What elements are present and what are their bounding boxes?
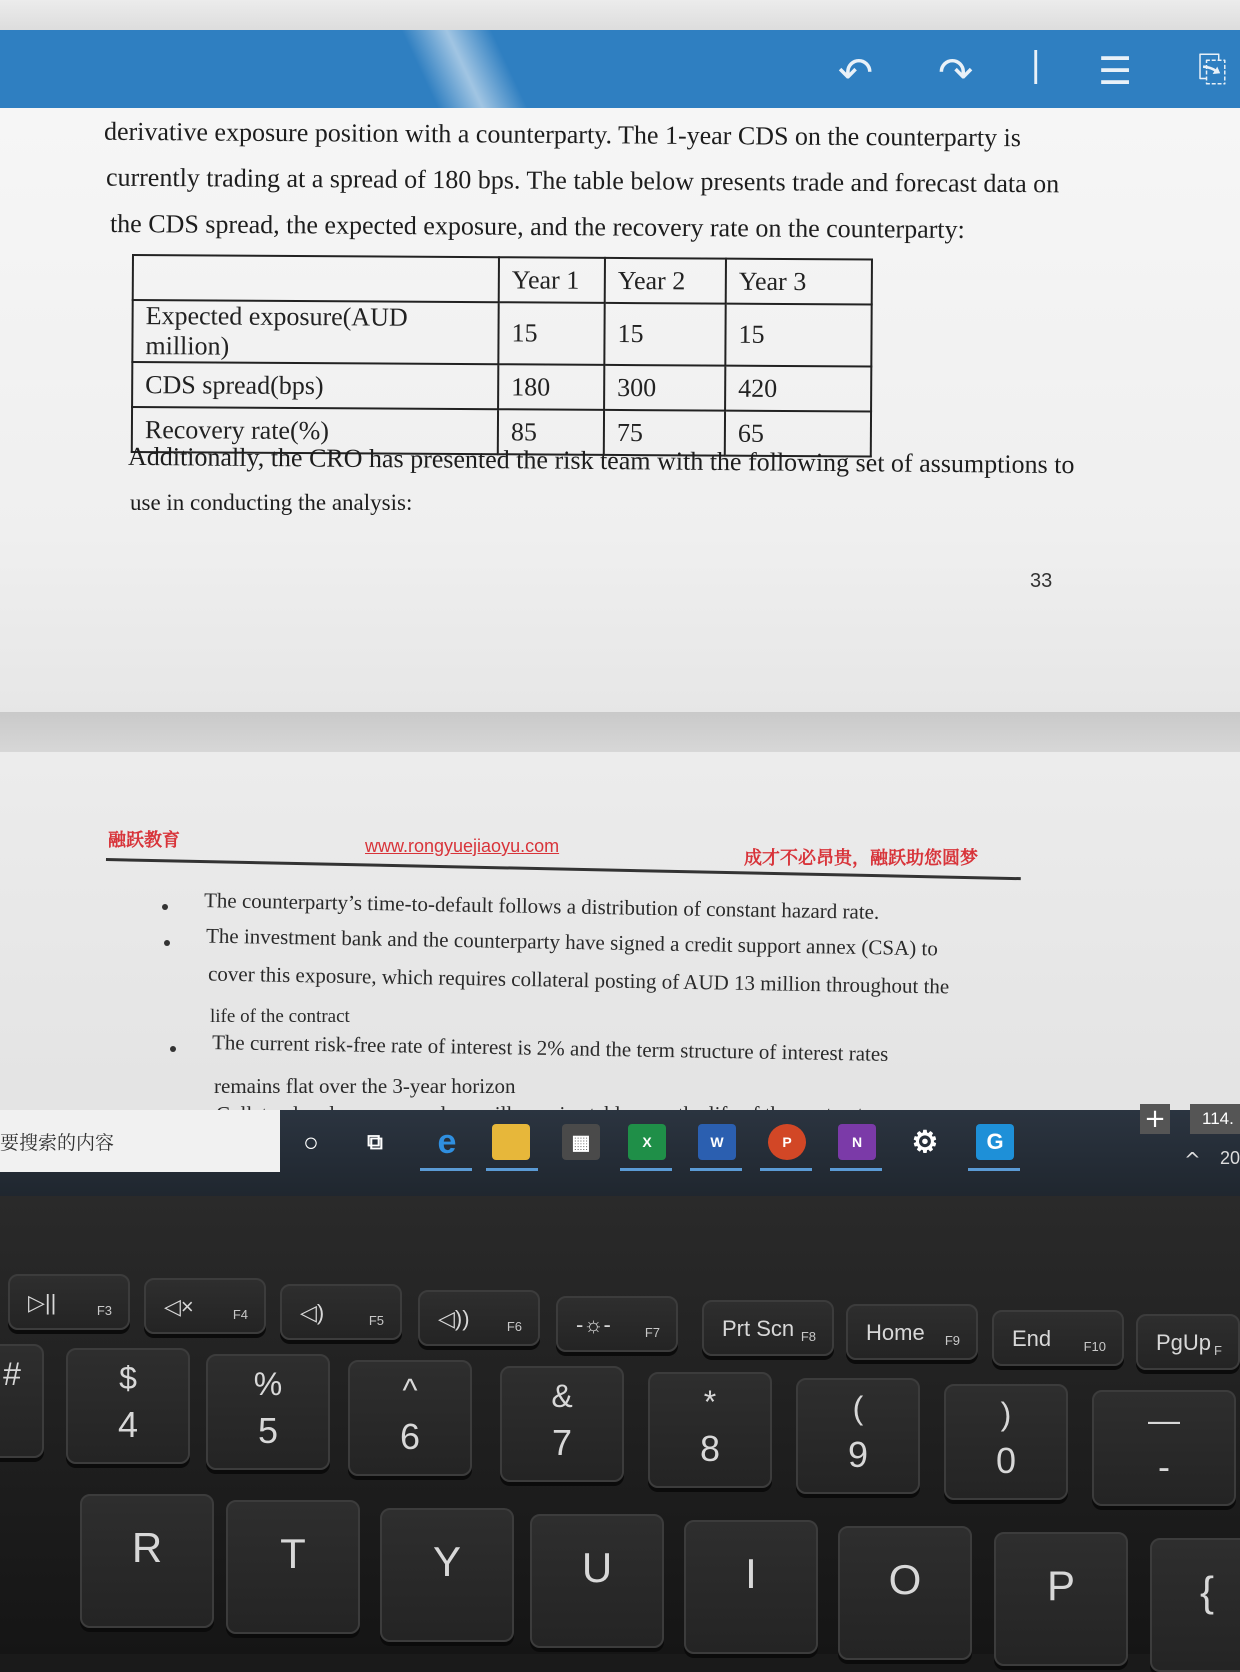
key-letter: U (581, 1544, 613, 1591)
zoom-in-button[interactable]: + (1140, 1104, 1170, 1134)
zoom-level: 114. (1190, 1104, 1240, 1134)
key-sublabel: F8 (800, 1329, 816, 1344)
paragraph-line: use in conducting the analysis: (130, 490, 413, 515)
key-label: ◁× (164, 1294, 194, 1319)
key-left-brace[interactable] (1150, 1538, 1240, 1672)
key-0[interactable] (944, 1384, 1068, 1500)
table-header-row (133, 255, 872, 305)
key-digit: 6 (399, 1416, 421, 1457)
page-number: 33 (1030, 570, 1053, 592)
key-u[interactable] (530, 1514, 664, 1648)
key-symbol: ( (852, 1390, 864, 1426)
running-indicator (968, 1168, 1020, 1171)
key-minus[interactable] (1092, 1390, 1236, 1506)
running-indicator (486, 1168, 538, 1171)
key-o[interactable] (838, 1526, 972, 1660)
key-letter: O (888, 1556, 922, 1603)
table-cell: 15 (725, 304, 871, 367)
key-label: ◁) (300, 1300, 325, 1325)
key-y[interactable] (380, 1508, 514, 1642)
key-label: ◁)) (438, 1306, 470, 1331)
key-symbol: — (1148, 1402, 1180, 1438)
search-placeholder: 要搜索的内容 (0, 1132, 115, 1154)
key-letter: Y (432, 1538, 461, 1585)
toolbar-divider: | (1030, 45, 1042, 85)
key-digit: 7 (551, 1422, 573, 1463)
header-url-link[interactable]: www.rongyuejiaoyu.com (365, 836, 560, 856)
paragraph-line: derivative exposure position with a counterparty. The 1-year CDS on the counterparty is (103, 116, 1022, 153)
header-brand: 融跃教育 (108, 830, 180, 851)
key-p[interactable] (994, 1532, 1128, 1666)
key-letter: P (1046, 1562, 1075, 1609)
redo-icon[interactable]: ↷ (938, 48, 974, 97)
key-sublabel: F5 (368, 1313, 384, 1328)
table-cell: 420 (725, 366, 871, 412)
edge-icon[interactable]: e (437, 1122, 457, 1161)
bullet-line: The current risk-free rate of interest is 2% and the term structure of interest rates (211, 1030, 889, 1066)
key-5[interactable] (206, 1354, 330, 1470)
bullet-line: The investment bank and the counterparty have signed a credit support annex (CSA) to (205, 923, 939, 961)
key-label: ▷|| (28, 1290, 57, 1315)
key-r[interactable] (80, 1494, 214, 1628)
key-label: -☼- (576, 1312, 611, 1337)
key-i[interactable] (684, 1520, 818, 1654)
key-label: Prt Scn (722, 1316, 795, 1341)
window-top-band (0, 0, 1240, 32)
tray-expand-icon[interactable]: ^ (1184, 1148, 1201, 1172)
key-sublabel: F4 (232, 1307, 248, 1322)
running-indicator (620, 1168, 672, 1171)
excel-icon[interactable]: X (628, 1124, 666, 1160)
key-f5[interactable] (280, 1284, 402, 1340)
key-sublabel: F6 (506, 1319, 522, 1334)
running-indicator (760, 1168, 812, 1171)
key-symbol: % (253, 1366, 283, 1402)
key-digit: 8 (699, 1428, 721, 1469)
table-cell: 85 (498, 409, 604, 455)
key-f4[interactable] (144, 1278, 266, 1334)
key-8[interactable] (648, 1372, 772, 1488)
list-icon[interactable]: ☰ (1098, 49, 1133, 93)
key-letter: T (280, 1530, 306, 1577)
running-indicator (690, 1168, 742, 1171)
forecast-data-table (131, 254, 873, 458)
table-cell: 15 (498, 302, 604, 365)
running-indicator (830, 1168, 882, 1171)
word-icon[interactable]: W (698, 1124, 736, 1160)
export-icon[interactable]: ⎘ (1198, 49, 1227, 90)
key-t[interactable] (226, 1500, 360, 1634)
key-f6[interactable] (418, 1290, 540, 1346)
key-3[interactable] (0, 1344, 44, 1458)
header-slogan: 成才不必昂贵，融跃助您圆梦 (744, 848, 978, 869)
bullet-line: life of the contract (210, 1006, 350, 1027)
paragraph-line: Additionally, the CRO has presented the risk team with the following set of assumptions to (127, 441, 1075, 480)
key-7[interactable] (500, 1366, 624, 1482)
reader-toolbar (0, 30, 1240, 110)
tray-clock[interactable]: 20 (1220, 1148, 1240, 1168)
key-symbol: $ (119, 1360, 137, 1396)
key-symbol: & (551, 1378, 573, 1414)
key-letter: R (131, 1524, 163, 1571)
running-indicator (420, 1168, 472, 1171)
settings-gear-icon[interactable]: ⚙ (911, 1125, 939, 1159)
file-explorer-icon[interactable] (492, 1124, 530, 1160)
key-sublabel: F3 (96, 1303, 112, 1318)
key-digit: 4 (117, 1404, 139, 1445)
key-sublabel: F (1214, 1343, 1222, 1358)
table-header-cell: Year 2 (605, 258, 726, 304)
table-cell: 15 (604, 303, 725, 366)
key-sublabel: F7 (644, 1325, 660, 1340)
table-row (132, 362, 871, 412)
store-icon[interactable]: ▦ (562, 1124, 600, 1160)
key-6[interactable] (348, 1360, 472, 1476)
table-cell: 300 (604, 365, 725, 411)
paragraph-line: the CDS spread, the expected exposure, and the recovery rate on the counterparty: (109, 209, 965, 244)
key-letter: { (1199, 1568, 1215, 1615)
key-symbol: ) (1000, 1396, 1012, 1432)
table-row (132, 300, 871, 367)
paragraph-line: currently trading at a spread of 180 bps. The table below presents trade and forecast data on (105, 162, 1060, 199)
table-cell: 65 (725, 411, 871, 457)
key-f3[interactable] (8, 1274, 130, 1330)
screen-glare (401, 30, 528, 110)
table-cell: Recovery rate(%) (132, 407, 498, 454)
key-pgup[interactable] (1136, 1314, 1240, 1370)
powerpoint-icon[interactable]: P (768, 1124, 806, 1160)
key-symbol: # (3, 1356, 21, 1392)
key-sublabel: F10 (1083, 1339, 1106, 1354)
table-header-cell (133, 255, 499, 302)
table-cell: 180 (498, 364, 604, 410)
key-4[interactable] (66, 1348, 190, 1464)
table-cell: 75 (604, 410, 725, 456)
onenote-icon[interactable]: N (838, 1124, 876, 1160)
windows-taskbar (0, 1104, 1240, 1200)
table-header-cell: Year 3 (726, 259, 872, 305)
search-box[interactable] (0, 1110, 280, 1172)
key-9[interactable] (796, 1378, 920, 1494)
key-digit: 9 (847, 1434, 869, 1475)
key-label: Home (866, 1320, 925, 1345)
app-g-icon[interactable]: G (976, 1124, 1014, 1160)
cortana-icon[interactable]: ○ (303, 1126, 319, 1157)
key-f9-home[interactable] (846, 1304, 978, 1360)
key-label: PgUp (1156, 1330, 1212, 1355)
document-page-1 (0, 108, 1240, 720)
bullet-dot (170, 1046, 176, 1052)
task-view-icon[interactable]: ⧉ (367, 1129, 383, 1154)
bullet-dot (164, 940, 170, 946)
key-f10-end[interactable] (992, 1310, 1124, 1366)
table-header-cell: Year 1 (499, 257, 605, 303)
key-f8-prtscn[interactable] (702, 1300, 834, 1356)
document-page-2 (0, 752, 1240, 1130)
bullet-line: cover this exposure, which requires collateral posting of AUD 13 million throughout the (207, 961, 950, 999)
table-cell: Expected exposure(AUD million) (132, 300, 498, 364)
key-letter: I (745, 1550, 757, 1597)
key-symbol: * (703, 1384, 717, 1420)
key-sublabel: F9 (944, 1333, 960, 1348)
key-digit: - (1158, 1446, 1170, 1487)
key-digit: 5 (257, 1410, 279, 1451)
key-symbol: ^ (402, 1372, 418, 1408)
bullet-dot (162, 904, 168, 910)
key-f7[interactable] (556, 1296, 678, 1352)
key-digit: 0 (995, 1440, 1017, 1481)
undo-icon[interactable]: ↶ (838, 48, 874, 97)
bullet-line: remains flat over the 3-year horizon (214, 1074, 516, 1098)
table-cell: CDS spread(bps) (132, 362, 498, 409)
key-label: End (1012, 1326, 1052, 1351)
bullet-line: The counterparty’s time-to-default follows a distribution of constant hazard rate. (203, 888, 880, 924)
laptop-keyboard (0, 1196, 1240, 1654)
